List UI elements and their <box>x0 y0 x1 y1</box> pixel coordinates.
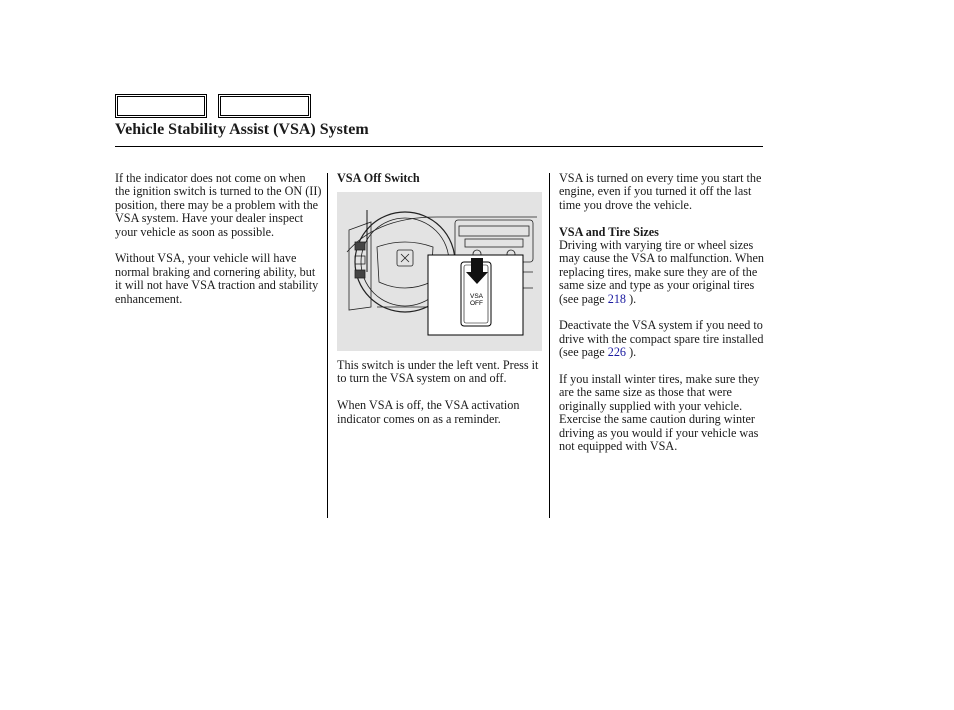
column-middle <box>337 359 544 439</box>
column-divider <box>549 173 550 518</box>
column-left <box>115 172 322 319</box>
page-title: Vehicle Stability Assist (VSA) System <box>115 121 369 138</box>
indicator-paragraph: If the indicator does not come on when the ignition switch is turned to the ON (II) position, there may be a problem with the VSA system. Have your dealer inspect your vehicle as soon as possible. <box>115 171 322 239</box>
tire-sizes-paragraph <box>559 239 764 306</box>
tire-sizes-text: Driving with varying tire or wheel sizes may cause the VSA to malfunction. When replacing tires, make sure they are of the same size and type as your original tires (see page <box>559 238 765 306</box>
switch-label-off: OFF <box>470 300 483 307</box>
index-button[interactable] <box>218 94 311 118</box>
column-middle-heading <box>337 172 547 185</box>
column-divider <box>327 173 328 518</box>
spare-tire-paragraph <box>559 319 764 359</box>
page-226-link[interactable]: 226 <box>607 345 627 360</box>
column-right <box>559 172 764 467</box>
tire-sizes-heading: VSA and Tire Sizes <box>559 224 659 239</box>
title-divider <box>115 146 763 147</box>
vsa-default-on-paragraph: VSA is turned on every time you start the engine, even if you turned it off the last time you drove the vehicle. <box>559 171 762 212</box>
switch-label-vsa: VSA <box>469 293 484 300</box>
spare-tire-text: Deactivate the VSA system if you need to drive with the compact spare tire installed (see page <box>559 318 764 360</box>
switch-location-paragraph: This switch is under the left vent. Press it to turn the VSA system on and off. <box>337 358 539 386</box>
vsa-switch-illustration <box>337 192 542 351</box>
without-vsa-paragraph: Without VSA, your vehicle will have normal braking and cornering ability, but it will not have VSA traction and stability enhancement. <box>115 251 319 306</box>
vsa-off-switch-heading: VSA Off Switch <box>337 171 420 185</box>
main-menu-button[interactable] <box>115 94 207 118</box>
tire-sizes-end: ). <box>626 291 637 306</box>
page-218-link[interactable]: 218 <box>607 291 627 306</box>
spare-tire-end: ). <box>626 345 637 360</box>
winter-tires-paragraph: If you install winter tires, make sure they are the same size as those that were originally supplied with your vehicle. Exercise the same caution during winter driving as you would if your vehicle was not equipped with VSA. <box>559 372 760 454</box>
vsa-off-reminder-paragraph: When VSA is off, the VSA activation indicator comes on as a reminder. <box>337 398 520 426</box>
